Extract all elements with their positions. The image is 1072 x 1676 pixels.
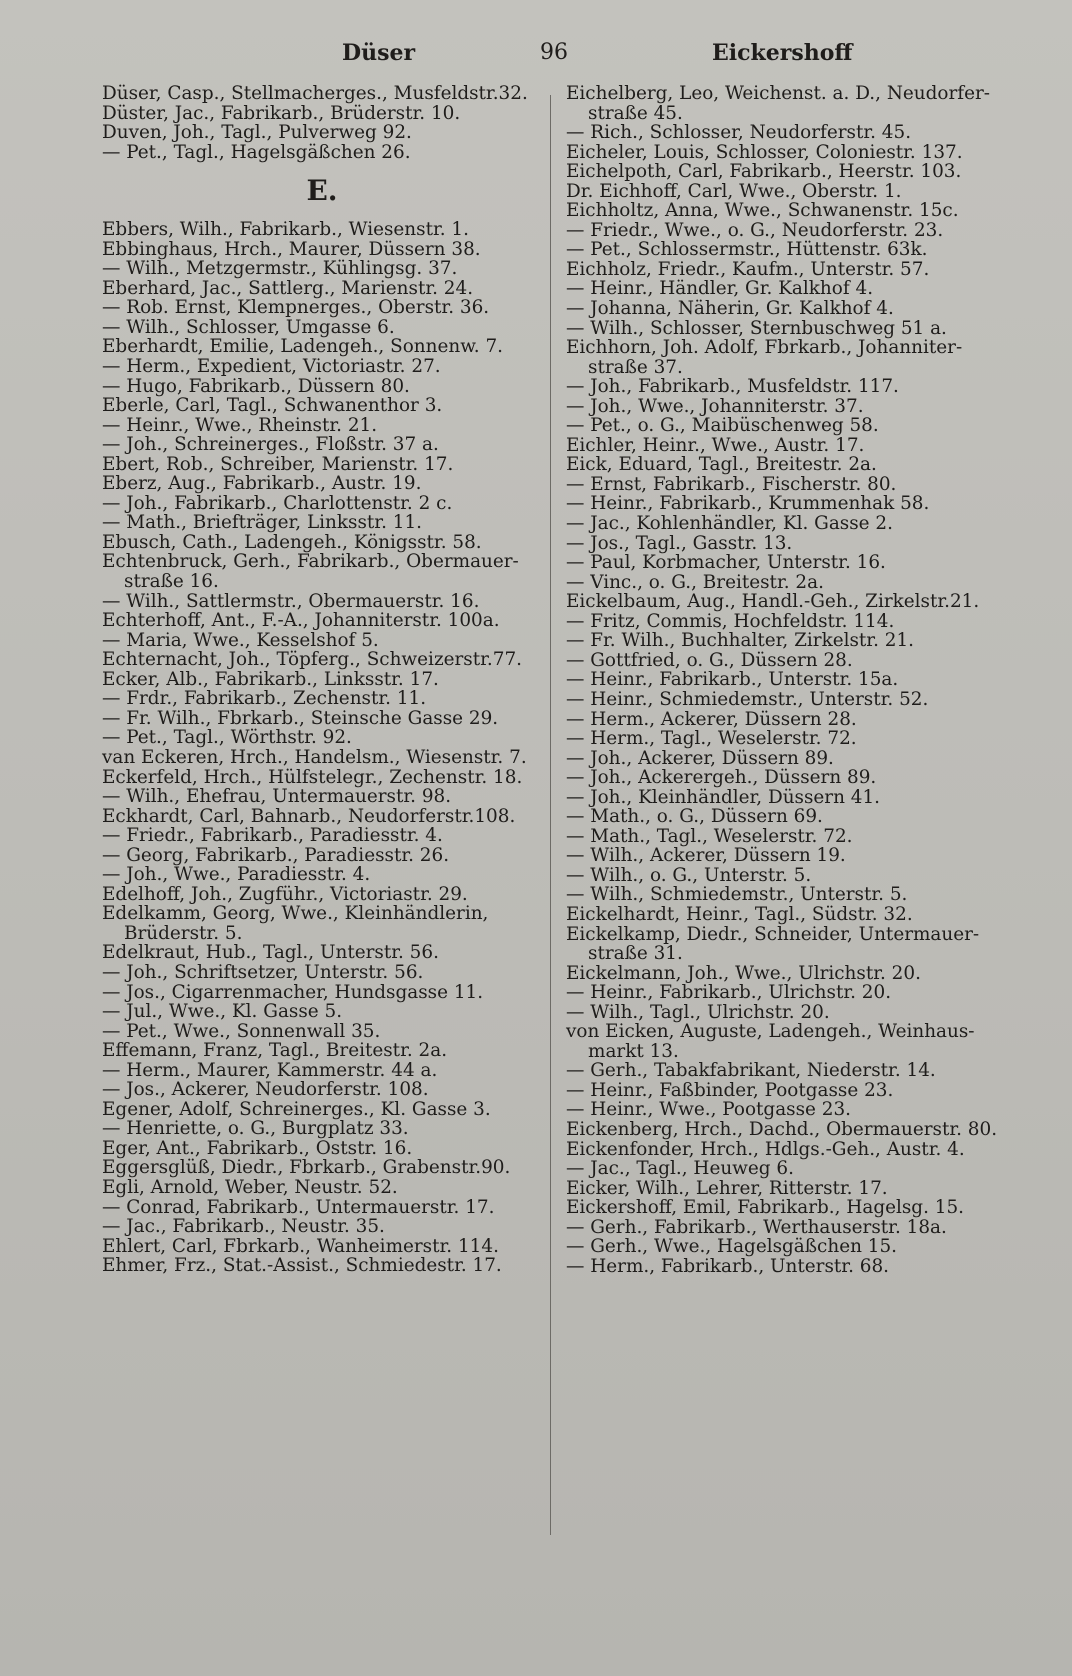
directory-entry: Duven, Joh., Tagl., Pulverweg 92. bbox=[102, 122, 412, 144]
directory-entry: — Joh., Schriftsetzer, Unterstr. 56. bbox=[102, 961, 424, 983]
directory-entry: — Wilh., Tagl., Ulrichstr. 20. bbox=[566, 1001, 830, 1023]
directory-entry: — Conrad, Fabrikarb., Untermauerstr. 17. bbox=[102, 1196, 495, 1218]
directory-entry: Eickelkamp, Diedr., Schneider, Untermauer- bbox=[566, 923, 980, 945]
directory-entry: Dr. Eichhoff, Carl, Wwe., Oberstr. 1. bbox=[566, 180, 902, 202]
directory-entry: — Math., Briefträger, Linksstr. 11. bbox=[102, 512, 423, 534]
directory-entry: Echtenbruck, Gerh., Fabrikarb., Obermauer- bbox=[102, 551, 519, 573]
directory-entry: Eberz, Aug., Fabrikarb., Austr. 19. bbox=[102, 473, 422, 495]
directory-entry: — Rich., Schlosser, Neudorferstr. 45. bbox=[566, 122, 912, 144]
directory-entry: straße 37. bbox=[588, 356, 683, 378]
directory-entry: — Joh., Fabrikarb., Charlottenstr. 2 c. bbox=[102, 492, 453, 514]
page-number: 96 bbox=[540, 40, 568, 65]
directory-entry: — Herm., Fabrikarb., Unterstr. 68. bbox=[566, 1255, 890, 1277]
directory-entry: Eggersglüß, Diedr., Fbrkarb., Grabenstr.90. bbox=[102, 1157, 511, 1179]
directory-entry: — Friedr., Wwe., o. G., Neudorferstr. 23. bbox=[566, 219, 944, 241]
directory-entry: — Jos., Ackerer, Neudorferstr. 108. bbox=[102, 1079, 429, 1101]
directory-entry: — Heinr., Händler, Gr. Kalkhof 4. bbox=[566, 278, 874, 300]
section-letter-heading: E. bbox=[306, 174, 338, 208]
directory-entry: Ehmer, Frz., Stat.-Assist., Schmiedestr. 17. bbox=[102, 1255, 502, 1277]
directory-entry: Ebbinghaus, Hrch., Maurer, Düssern 38. bbox=[102, 238, 481, 260]
directory-entry: — Gottfried, o. G., Düssern 28. bbox=[566, 649, 853, 671]
directory-entry: — Heinr., Fabrikarb., Unterstr. 15a. bbox=[566, 669, 899, 691]
directory-entry: — Maria, Wwe., Kesselshof 5. bbox=[102, 629, 379, 651]
right-column bbox=[566, 84, 1016, 1276]
directory-entry: — Jac., Fabrikarb., Neustr. 35. bbox=[102, 1216, 385, 1238]
directory-entry: Echternacht, Joh., Töpferg., Schweizerstr.77. bbox=[102, 649, 522, 671]
directory-entry: straße 16. bbox=[124, 571, 219, 593]
directory-entry: — Heinr., Fabrikarb., Ulrichstr. 20. bbox=[566, 982, 892, 1004]
directory-entry: — Heinr., Wwe., Rheinstr. 21. bbox=[102, 414, 378, 436]
directory-entry: Eberhardt, Emilie, Ladengeh., Sonnenw. 7. bbox=[102, 336, 504, 358]
directory-entry: — Jos., Tagl., Gasstr. 13. bbox=[566, 532, 793, 554]
directory-entry: — Wilh., Ackerer, Düssern 19. bbox=[566, 845, 846, 867]
directory-entry: straße 45. bbox=[588, 102, 683, 124]
directory-entry: — Fr. Wilh., Buchhalter, Zirkelstr. 21. bbox=[566, 630, 915, 652]
directory-entry: von Eicken, Auguste, Ladengeh., Weinhaus- bbox=[566, 1021, 975, 1043]
directory-entry: Echterhoff, Ant., F.-A., Johanniterstr. 100a. bbox=[102, 610, 500, 632]
directory-entry: — Vinc., o. G., Breitestr. 2a. bbox=[566, 571, 824, 593]
directory-entry: — Herm., Ackerer, Düssern 28. bbox=[566, 708, 857, 730]
directory-entry: — Wilh., o. G., Unterstr. 5. bbox=[566, 864, 812, 886]
directory-entry: — Fr. Wilh., Fbrkarb., Steinsche Gasse 29. bbox=[102, 707, 499, 729]
directory-entry: — Pet., Tagl., Hagelsgäßchen 26. bbox=[102, 141, 411, 163]
directory-entry: Eicker, Wilh., Lehrer, Ritterstr. 17. bbox=[566, 1177, 888, 1199]
directory-entry: Ebert, Rob., Schreiber, Marienstr. 17. bbox=[102, 453, 454, 475]
directory-entry: Edelkraut, Hub., Tagl., Unterstr. 56. bbox=[102, 942, 439, 964]
directory-entry: straße 31. bbox=[588, 943, 683, 965]
directory-entry: Eberhard, Jac., Sattlerg., Marienstr. 24. bbox=[102, 277, 474, 299]
directory-entry: — Joh., Wwe., Paradiesstr. 4. bbox=[102, 864, 371, 886]
directory-entry: Egener, Adolf, Schreinerges., Kl. Gasse 3. bbox=[102, 1098, 491, 1120]
directory-entry: — Pet., Schlossermstr., Hüttenstr. 63k. bbox=[566, 239, 928, 261]
directory-entry: Eichhorn, Joh. Adolf, Fbrkarb., Johanniter- bbox=[566, 337, 963, 359]
directory-entry: — Herm., Tagl., Weselerstr. 72. bbox=[566, 728, 857, 750]
directory-entry: — Wilh., Schlosser, Sternbuschweg 51 a. bbox=[566, 317, 947, 339]
directory-entry: Ebbers, Wilh., Fabrikarb., Wiesenstr. 1. bbox=[102, 219, 469, 241]
directory-entry: — Heinr., Fabrikarb., Krummenhak 58. bbox=[566, 493, 930, 515]
directory-entry: — Herm., Maurer, Kammerstr. 44 a. bbox=[102, 1059, 438, 1081]
directory-entry: Eger, Ant., Fabrikarb., Oststr. 16. bbox=[102, 1137, 413, 1159]
directory-entry: — Jos., Cigarrenmacher, Hundsgasse 11. bbox=[102, 981, 484, 1003]
directory-entry: Brüderstr. 5. bbox=[124, 922, 243, 944]
directory-entry: — Paul, Korbmacher, Unterstr. 16. bbox=[566, 552, 886, 574]
directory-entry: — Joh., Ackerer, Düssern 89. bbox=[566, 747, 834, 769]
directory-entry: — Joh., Fabrikarb., Musfeldstr. 117. bbox=[566, 376, 899, 398]
directory-entry: Eckerfeld, Hrch., Hülfstelegr., Zechenstr. 18. bbox=[102, 766, 523, 788]
directory-entry: — Herm., Expedient, Victoriastr. 27. bbox=[102, 356, 441, 378]
directory-entry: Eichholtz, Anna, Wwe., Schwanenstr. 15c. bbox=[566, 200, 959, 222]
directory-entry: Edelhoff, Joh., Zugführ., Victoriastr. 29. bbox=[102, 883, 468, 905]
directory-entry: Eick, Eduard, Tagl., Breitestr. 2a. bbox=[566, 454, 877, 476]
directory-entry: Edelkamm, Georg, Wwe., Kleinhändlerin, bbox=[102, 903, 489, 925]
directory-entry: — Heinr., Wwe., Pootgasse 23. bbox=[566, 1099, 852, 1121]
directory-entry: — Georg, Fabrikarb., Paradiesstr. 26. bbox=[102, 844, 450, 866]
directory-entry: Effemann, Franz, Tagl., Breitestr. 2a. bbox=[102, 1040, 448, 1062]
directory-entry: — Wilh., Metzgermstr., Kühlingsg. 37. bbox=[102, 258, 458, 280]
directory-entry: van Eckeren, Hrch., Handelsm., Wiesenstr. 7. bbox=[102, 746, 527, 768]
directory-entry: Eickenberg, Hrch., Dachd., Obermauerstr. 80. bbox=[566, 1118, 998, 1140]
directory-entry: Ecker, Alb., Fabrikarb., Linksstr. 17. bbox=[102, 668, 439, 690]
running-header bbox=[92, 40, 982, 80]
directory-entry: — Hugo, Fabrikarb., Düssern 80. bbox=[102, 375, 410, 397]
directory-entry: — Gerh., Fabrikarb., Werthauserstr. 18a. bbox=[566, 1216, 947, 1238]
directory-entry: — Math., o. G., Düssern 69. bbox=[566, 806, 823, 828]
directory-entry: — Pet., Tagl., Wörthstr. 92. bbox=[102, 727, 352, 749]
directory-entry: — Joh., Kleinhändler, Düssern 41. bbox=[566, 786, 881, 808]
directory-entry: — Heinr., Faßbinder, Pootgasse 23. bbox=[566, 1079, 894, 1101]
directory-entry: — Jul., Wwe., Kl. Gasse 5. bbox=[102, 1001, 343, 1023]
directory-entry: — Henriette, o. G., Burgplatz 33. bbox=[102, 1118, 409, 1140]
directory-entry: — Friedr., Fabrikarb., Paradiesstr. 4. bbox=[102, 825, 443, 847]
directory-entry: — Frdr., Fabrikarb., Zechenstr. 11. bbox=[102, 688, 427, 710]
directory-entry: — Wilh., Schmiedemstr., Unterstr. 5. bbox=[566, 884, 908, 906]
left-column bbox=[102, 84, 542, 1276]
directory-entry: — Joh., Schreinerges., Floßstr. 37 a. bbox=[102, 434, 439, 456]
directory-entry: Egli, Arnold, Weber, Neustr. 52. bbox=[102, 1176, 398, 1198]
directory-entry: — Pet., Wwe., Sonnenwall 35. bbox=[102, 1020, 381, 1042]
directory-entry: Düster, Jac., Fabrikarb., Brüderstr. 10. bbox=[102, 102, 461, 124]
header-last-name: Eickershoff bbox=[712, 40, 853, 66]
directory-entry: Eichelberg, Leo, Weichenst. a. D., Neudorfer- bbox=[566, 83, 990, 104]
directory-entry: — Gerh., Wwe., Hagelsgäßchen 15. bbox=[566, 1236, 898, 1258]
directory-entry: — Wilh., Sattlermstr., Obermauerstr. 16. bbox=[102, 590, 480, 612]
directory-entry: — Wilh., Ehefrau, Untermauerstr. 98. bbox=[102, 786, 452, 808]
directory-entry: Eckhardt, Carl, Bahnarb., Neudorferstr.108. bbox=[102, 805, 516, 827]
directory-entry: — Rob. Ernst, Klempnerges., Oberstr. 36. bbox=[102, 297, 490, 319]
directory-entry: Eichelpoth, Carl, Fabrikarb., Heerstr. 103. bbox=[566, 161, 962, 183]
directory-entry: — Joh., Wwe., Johanniterstr. 37. bbox=[566, 395, 864, 417]
directory-entry: Eickershoff, Emil, Fabrikarb., Hagelsg. 15. bbox=[566, 1197, 965, 1219]
directory-entry: — Heinr., Schmiedemstr., Unterstr. 52. bbox=[566, 688, 929, 710]
directory-entry: — Fritz, Commis, Hochfeldstr. 114. bbox=[566, 610, 895, 632]
header-first-name: Düser bbox=[342, 40, 416, 66]
directory-entry: Ehlert, Carl, Fbrkarb., Wanheimerstr. 114. bbox=[102, 1235, 499, 1257]
directory-entry: — Math., Tagl., Weselerstr. 72. bbox=[566, 825, 853, 847]
directory-entry: Eickenfonder, Hrch., Hdlgs.-Geh., Austr. 4. bbox=[566, 1138, 965, 1160]
directory-entry: — Johanna, Näherin, Gr. Kalkhof 4. bbox=[566, 298, 894, 320]
directory-entry: Düser, Casp., Stellmacherges., Musfeldstr.32. bbox=[102, 83, 528, 104]
directory-entry: Eichholz, Friedr., Kaufm., Unterstr. 57. bbox=[566, 258, 930, 280]
directory-entry: Eberle, Carl, Tagl., Schwanenthor 3. bbox=[102, 395, 443, 417]
directory-entry: — Jac., Tagl., Heuweg 6. bbox=[566, 1158, 794, 1180]
directory-entry: — Ernst, Fabrikarb., Fischerstr. 80. bbox=[566, 473, 897, 495]
directory-entry: — Pet., o. G., Maibüschenweg 58. bbox=[566, 415, 879, 437]
column-divider bbox=[550, 95, 551, 1535]
directory-entry: — Wilh., Schlosser, Umgasse 6. bbox=[102, 316, 395, 338]
directory-entry: Eickelhardt, Heinr., Tagl., Südstr. 32. bbox=[566, 903, 913, 925]
directory-entry: Eickelbaum, Aug., Handl.-Geh., Zirkelstr.21. bbox=[566, 591, 980, 613]
directory-entry: Ebusch, Cath., Ladengeh., Königsstr. 58. bbox=[102, 531, 482, 553]
directory-entry: Eicheler, Louis, Schlosser, Coloniestr. 137. bbox=[566, 141, 963, 163]
directory-entry: — Gerh., Tabakfabrikant, Niederstr. 14. bbox=[566, 1060, 936, 1082]
directory-entry: — Joh., Ackerergeh., Düssern 89. bbox=[566, 767, 877, 789]
directory-entry: — Jac., Kohlenhändler, Kl. Gasse 2. bbox=[566, 513, 893, 535]
directory-entry: Eickelmann, Joh., Wwe., Ulrichstr. 20. bbox=[566, 962, 921, 984]
directory-entry: Eichler, Heinr., Wwe., Austr. 17. bbox=[566, 434, 865, 456]
directory-entry: markt 13. bbox=[588, 1040, 679, 1062]
